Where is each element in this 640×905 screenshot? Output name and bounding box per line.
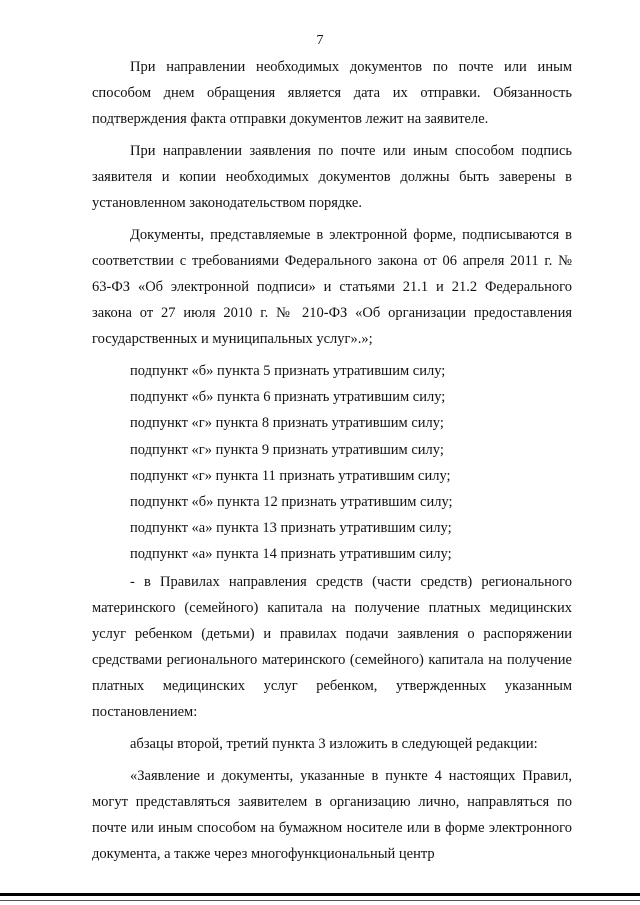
list-item: подпункт «б» пункта 5 признать утратившим силу; (130, 363, 446, 379)
subpoint-list (92, 358, 572, 568)
page-number: 7 (316, 33, 324, 48)
document-body (92, 54, 572, 867)
paragraph-signature-certification: При направлении заявления по почте или иным способом подпись заявителя и копии необходимых документов должны быть заверены в установленном законодательством порядке. (92, 143, 572, 211)
list-item: подпункт «г» пункта 8 признать утратившим силу; (130, 415, 444, 432)
list-item: подпункт «а» пункта 14 признать утратившим силу; (130, 546, 452, 563)
paragraph-sending-date: При направлении необходимых документов по почте или иным способом днем обращения является дата их отправки. Обязанность подтверждения факта отправки документов лежит на заявителе. (92, 59, 572, 127)
list-item: подпункт «б» пункта 12 признать утратившим силу; (130, 494, 453, 511)
scan-edge-line (0, 893, 640, 896)
list-item: подпункт «г» пункта 9 признать утратившим силу; (130, 441, 444, 458)
scan-edge-line-thin (0, 900, 640, 901)
paragraph-electronic-documents: Документы, представляемые в электронной форме, подписываются в соответствии с требованиями Федерального закона от 06 апреля 2011 г. № 63-ФЗ «Об электронной подписи» и статьями 21.1 и 21.2 Федерального закона от 27 июля 2010 г. № 210-ФЗ «Об организации предоставления государственных и муниципальных услуг».»; (92, 227, 572, 347)
list-item: подпункт «г» пункта 11 признать утратившим силу; (130, 467, 451, 484)
paragraph-quote: «Заявление и документы, указанные в пункте 4 настоящих Правил, могут представляться заявителем в организацию лично, направляться по почте или иным способом на бумажном носителе или в форме электронного документа, а также через многофункциональный центр (92, 767, 572, 862)
list-item: подпункт «б» пункта 6 признать утратившим силу; (130, 389, 446, 406)
paragraph-abzacy: абзацы второй, третий пункта 3 изложить в следующей редакции: (130, 735, 538, 752)
paragraph-rules-amendment: - в Правилах направления средств (части средств) регионального материнского (семейного) капитала на получение платных медицинских услуг ребенком (детьми) и правилах подачи заявления о распоряжении средствами регионального материнского (семейного) капитала на получение платных медицинских услуг ребенком, утвержденных указанным постановлением: (92, 573, 572, 720)
list-item: подпункт «а» пункта 13 признать утратившим силу; (130, 520, 452, 537)
